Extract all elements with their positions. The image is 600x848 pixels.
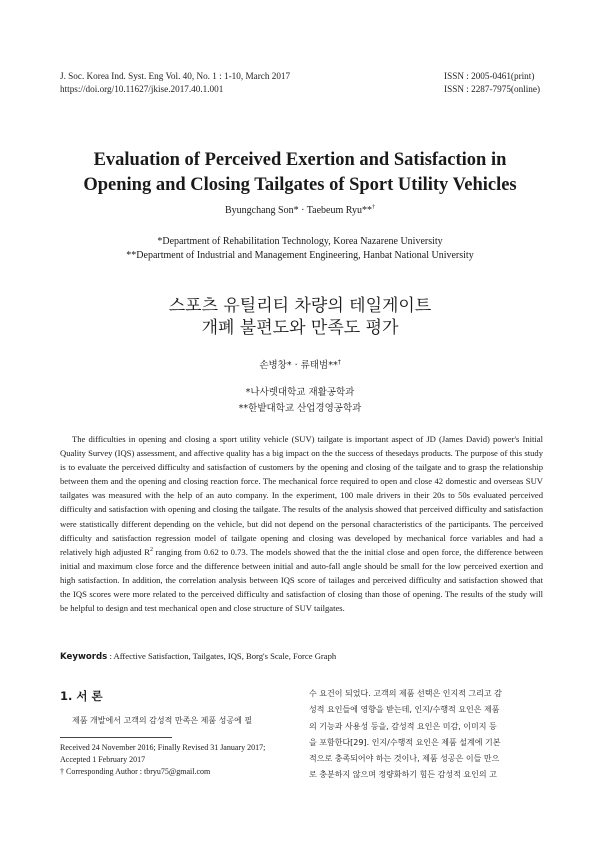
affiliation-2: **Department of Industrial and Management Engineering, Hanbat National University <box>126 250 474 261</box>
corresponding-dagger: † <box>372 204 376 211</box>
affiliations-ko <box>0 385 600 417</box>
affiliation-1: *Department of Rehabilitation Technology, Korea Nazarene University <box>157 236 443 247</box>
title-ko-line1: 스포츠 유틸리티 차량의 테일게이트 <box>168 296 432 316</box>
footnotes <box>60 742 292 778</box>
keywords-label: Keywords <box>60 652 108 662</box>
issn-online: ISSN : 2287-7975(online) <box>444 84 540 94</box>
footnote-received: Received 24 November 2016; Finally Revised 31 January 2017; <box>60 743 266 752</box>
keywords-text: Affective Satisfaction, Tailgates, IQS, Borg's Scale, Force Graph <box>113 651 337 661</box>
author-ko-1: 손병창 <box>259 360 287 371</box>
footnote-dagger: † <box>60 767 64 776</box>
right-line: 을 포함한다[29]. 인지/수행적 요인은 제품 설계에 기본 <box>309 737 501 747</box>
paper-title-ko <box>0 295 600 339</box>
affiliation-ko-2: **한밭대학교 산업경영공학과 <box>238 403 362 414</box>
right-line: 의 기능과 사용성 등을, 감성적 요인은 미감, 이미지 등 <box>309 721 497 731</box>
keywords <box>60 650 543 663</box>
author-ko-separator: · <box>291 360 301 371</box>
section-1-heading: 1. 서 론 <box>60 689 103 703</box>
authors-ko <box>0 357 600 371</box>
footnote-corresponding <box>60 766 292 778</box>
author-2: Taebeum Ryu <box>306 205 363 216</box>
abstract-part-2: ranging from 0.62 to 0.73. The models showed that the the initial close and open force, the difference between initial and maximum close force and the difference between initial and auto-fall angle should be small for the low perceived exertion and high satisfaction. In addition, the correlation analysis between IQS score of tailages and perceived difficulty and satisfaction showed that the IQS scores were more related to the perceived difficulty and satisfaction of closing than those of opening. The results of the study will be helpful to design and test mechanical open and close structure of SUV tailgates. <box>60 546 543 614</box>
abstract-part-1: The difficulties in opening and closing a sport utility vehicle (SUV) tailgate is important aspect of JD (James David) power's Initial Quality Survey (IQS) assessment, and affective quality has a big impact on the the success of thesedays products. The purpose of this study is to evaluate the perceived difficulty and satisfaction of customers by the opening and closing of the tailgate and to grasp the relationship between them and the opening and closing reaction force. The mechanical force required to open and close 42 domestic and overseas SUV tailgates was measured with the help of an auto company. In the experiment, 100 male drivers in their 20s to 50s evaluated perceived difficulty and satisfaction with opening and closing the tailgate. The results of the analysis showed that perceived difficulty and satisfaction were statistically different depending on the vehicle, but did not depend on the personal characteristics of the participants. The perceived difficulty and satisfaction regression model of tailgate opening and closing was developed by mechanical force variables and had a relatively high adjusted R <box>60 434 543 557</box>
right-line: 적으로 충족되어야 하는 것이나, 제품 성공은 이들 만으 <box>309 754 500 764</box>
abstract-superscript: 2 <box>149 546 153 553</box>
abstract <box>60 432 543 615</box>
journal-header-left <box>60 70 290 96</box>
author-ko-2-mark: ** <box>328 360 338 371</box>
journal-citation: J. Soc. Korea Ind. Syst. Eng Vol. 40, No. 1 : 1-10, March 2017 <box>60 71 291 81</box>
affiliation-ko-1: *나사렛대학교 재활공학과 <box>245 387 355 398</box>
author-separator: · <box>298 205 307 216</box>
author-1-mark: * <box>293 205 299 216</box>
paper-title-en <box>40 148 560 198</box>
author-2-mark: ** <box>362 205 373 216</box>
authors-en <box>0 205 600 216</box>
author-ko-2: 류태범 <box>300 360 329 371</box>
author-1: Byungchang Son <box>224 205 294 216</box>
right-line: 성적 요인들에 영향을 받는데, 인지/수행적 요인은 제품 <box>309 705 500 715</box>
right-line: 로 충분하지 않으며 정량화하기 힘든 감성적 요인의 고 <box>309 770 497 780</box>
keywords-separator: : <box>107 651 114 661</box>
author-ko-1-mark: * <box>286 360 292 371</box>
right-line: 수 요건이 되었다. 고객의 제품 선택은 인지적 그리고 감 <box>309 689 502 698</box>
footnote-divider <box>60 737 172 738</box>
section-1-left-text: 제품 개발에서 고객의 감성적 만족은 제품 성공에 필 <box>72 716 253 725</box>
section-1-right-text <box>309 686 542 784</box>
corresponding-dagger-ko: † <box>337 358 341 366</box>
title-en-line2: Opening and Closing Tailgates of Sport Utility Vehicles <box>83 175 517 195</box>
title-en-line1: Evaluation of Perceived Exertion and Satisfaction in <box>93 150 507 170</box>
affiliations-en <box>0 235 600 263</box>
footnote-corresponding-text: Corresponding Author : tbryu75@gmail.com <box>64 767 211 776</box>
issn-print: ISSN : 2005-0461(print) <box>444 71 535 81</box>
footnote-accepted: Accepted 1 February 2017 <box>60 755 146 764</box>
title-ko-line2: 개폐 불편도와 만족도 평가 <box>201 318 399 338</box>
journal-header-right <box>444 70 540 96</box>
doi-link[interactable]: https://doi.org/10.11627/jkise.2017.40.1.001 <box>60 84 224 94</box>
